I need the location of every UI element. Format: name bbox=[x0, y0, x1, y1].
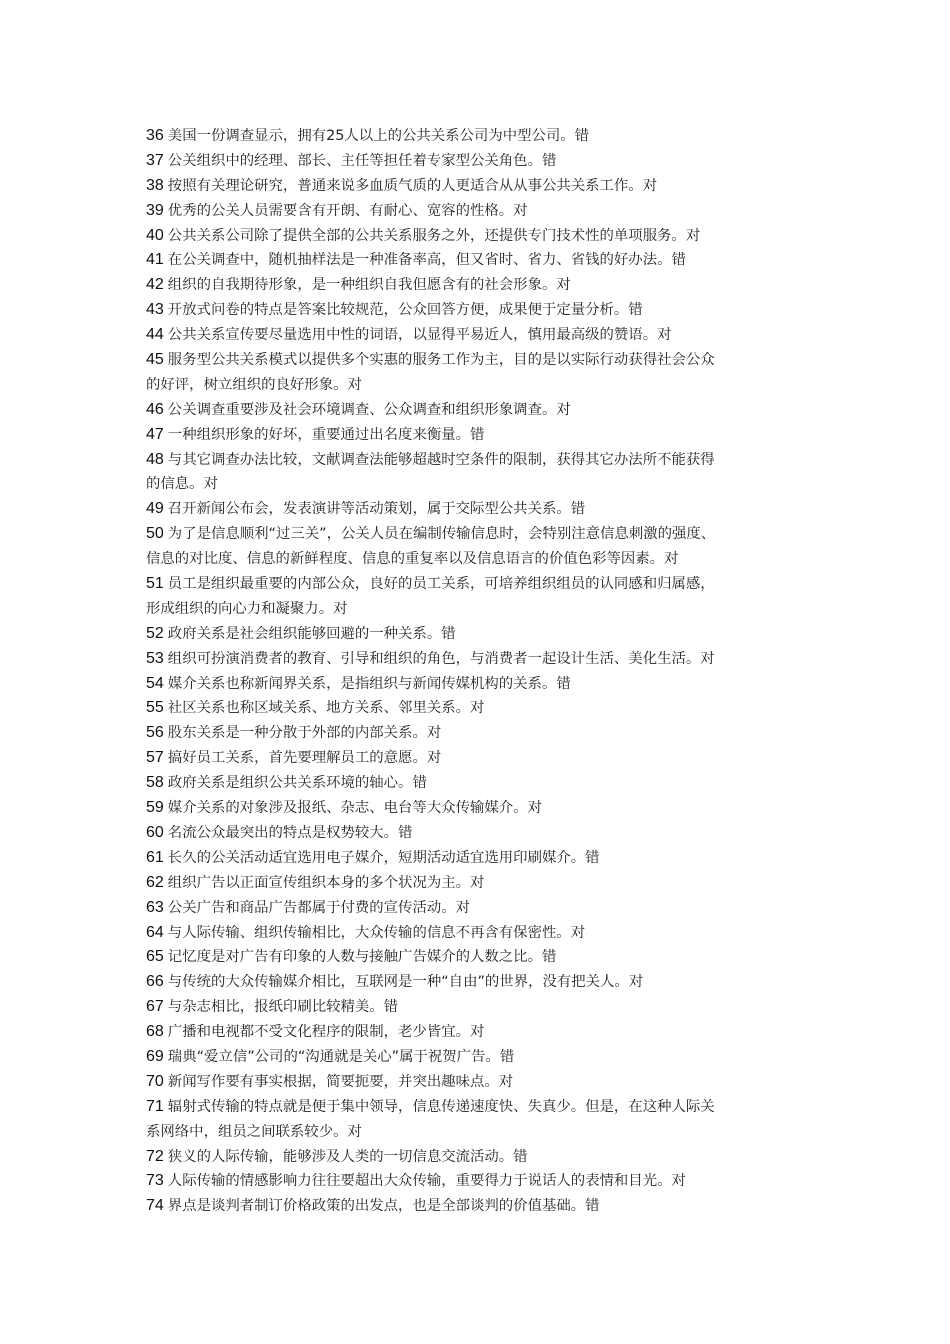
question-line bbox=[146, 622, 826, 647]
question-number: 69 bbox=[146, 1047, 164, 1065]
question-line-continuation bbox=[146, 472, 826, 497]
question-line bbox=[146, 1045, 826, 1070]
question-line bbox=[146, 298, 826, 323]
question-text: 与其它调查办法比较，文献调查法能够超越时空条件的限制，获得其它办法所不能获得 bbox=[167, 451, 715, 468]
question-text: 政府关系是组织公共关系环境的轴心。错 bbox=[167, 775, 427, 792]
question-line-continuation bbox=[146, 373, 826, 398]
question-text: 公共关系公司除了提供全部的公共关系服务之外，还提供专门技术性的单项服务。对 bbox=[167, 227, 701, 244]
question-text: 广播和电视都不受文化程序的限制，老少皆宜。对 bbox=[167, 1024, 485, 1041]
question-number: 59 bbox=[146, 799, 164, 817]
question-number: 51 bbox=[146, 575, 164, 593]
question-text: 与人际传输、组织传输相比，大众传输的信息不再含有保密性。对 bbox=[167, 924, 586, 941]
question-text: 形成组织的向心力和凝聚力。对 bbox=[146, 600, 348, 617]
question-number: 40 bbox=[146, 226, 164, 244]
question-number: 57 bbox=[146, 749, 164, 767]
question-line bbox=[146, 647, 826, 672]
question-number: 71 bbox=[146, 1097, 164, 1115]
question-number: 48 bbox=[146, 450, 164, 468]
question-line bbox=[146, 1095, 826, 1120]
question-number: 44 bbox=[146, 326, 164, 344]
question-line bbox=[146, 199, 826, 224]
question-number: 56 bbox=[146, 724, 164, 742]
question-number: 46 bbox=[146, 400, 164, 418]
question-text: 媒介关系的对象涉及报纸、杂志、电台等大众传输媒介。对 bbox=[167, 800, 542, 817]
question-text: 新闻写作要有事实根据，简要扼要，并突出趣味点。对 bbox=[167, 1073, 514, 1090]
question-line bbox=[146, 448, 826, 473]
question-text: 组织的自我期待形象，是一种组织自我但愿含有的社会形象。对 bbox=[167, 277, 571, 294]
question-line bbox=[146, 821, 826, 846]
question-number: 63 bbox=[146, 898, 164, 916]
question-number: 37 bbox=[146, 151, 164, 169]
question-number: 52 bbox=[146, 624, 164, 642]
question-text: 组织广告以正面宣传组织本身的多个状况为主。对 bbox=[167, 874, 485, 891]
question-line bbox=[146, 398, 826, 423]
question-line bbox=[146, 970, 826, 995]
question-line bbox=[146, 174, 826, 199]
question-line bbox=[146, 1145, 826, 1170]
question-number: 53 bbox=[146, 649, 164, 667]
question-text: 员工是组织最重要的内部公众，良好的员工关系，可培养组织组员的认同感和归属感， bbox=[167, 576, 715, 593]
question-line bbox=[146, 771, 826, 796]
question-line bbox=[146, 248, 826, 273]
question-text: 公关组织中的经理、部长、主任等担任着专家型公关角色。错 bbox=[167, 152, 557, 169]
question-number: 68 bbox=[146, 1023, 164, 1041]
question-line bbox=[146, 522, 826, 547]
question-number: 50 bbox=[146, 525, 164, 543]
question-text: 组织可扮演消费者的教育、引导和组织的角色，与消费者一起设计生活、美化生活。对 bbox=[167, 650, 715, 667]
document-body bbox=[146, 124, 826, 1219]
question-line bbox=[146, 1194, 826, 1219]
question-number: 72 bbox=[146, 1147, 164, 1165]
question-line bbox=[146, 721, 826, 746]
question-text: 按照有关理论研究，普通来说多血质气质的人更适合从从事公共关系工作。对 bbox=[167, 177, 658, 194]
question-line-continuation bbox=[146, 547, 826, 572]
question-number: 62 bbox=[146, 873, 164, 891]
question-line bbox=[146, 149, 826, 174]
question-number: 73 bbox=[146, 1172, 164, 1190]
question-number: 36 bbox=[146, 127, 164, 144]
question-text: 开放式问卷的特点是答案比较规范，公众回答方便，成果便于定量分析。错 bbox=[167, 302, 643, 319]
question-text: 界点是谈判者制订价格政策的出发点，也是全部谈判的价值基础。错 bbox=[167, 1198, 600, 1215]
question-text: 公关广告和商品广告都属于付费的宣传活动。对 bbox=[167, 899, 471, 916]
question-number: 74 bbox=[146, 1197, 164, 1215]
question-text: 瑞典“爱立信”公司的“沟通就是关心”属于祝贺广告。错 bbox=[167, 1048, 515, 1065]
question-number: 45 bbox=[146, 351, 164, 369]
question-line-continuation bbox=[146, 1120, 826, 1145]
question-text: 在公关调查中，随机抽样法是一种准备率高，但又省时、省力、省钱的好办法。错 bbox=[167, 252, 686, 269]
question-text: 公共关系宣传要尽量选用中性的词语，以显得平易近人，慎用最高级的赞语。对 bbox=[167, 327, 672, 344]
question-line bbox=[146, 423, 826, 448]
question-number: 66 bbox=[146, 973, 164, 991]
question-line bbox=[146, 871, 826, 896]
question-number: 61 bbox=[146, 848, 164, 866]
question-text: 记忆度是对广告有印象的人数与接触广告媒介的人数之比。错 bbox=[167, 949, 557, 966]
question-line bbox=[146, 696, 826, 721]
question-text: 政府关系是社会组织能够回避的一种关系。错 bbox=[167, 625, 456, 642]
question-number: 60 bbox=[146, 823, 164, 841]
question-number: 64 bbox=[146, 923, 164, 941]
question-text: 与杂志相比，报纸印刷比较精美。错 bbox=[167, 999, 399, 1016]
question-text: 与传统的大众传输媒介相比，互联网是一种“自由”的世界，没有把关人。对 bbox=[167, 974, 644, 991]
question-number: 58 bbox=[146, 774, 164, 792]
question-text: 为了是信息顺利“过三关”，公关人员在编制传输信息时，会特别注意信息刺激的强度、 bbox=[167, 526, 716, 543]
question-number: 49 bbox=[146, 500, 164, 518]
question-number: 70 bbox=[146, 1072, 164, 1090]
question-line bbox=[146, 796, 826, 821]
question-line bbox=[146, 672, 826, 697]
question-text: 媒介关系也称新闻界关系，是指组织与新闻传媒机构的关系。错 bbox=[167, 675, 571, 692]
question-line bbox=[146, 323, 826, 348]
question-line bbox=[146, 572, 826, 597]
question-text: 社区关系也称区域关系、地方关系、邻里关系。对 bbox=[167, 700, 485, 717]
question-text: 一种组织形象的好坏，重要通过出名度来衡量。错 bbox=[167, 426, 485, 443]
question-line bbox=[146, 896, 826, 921]
question-text: 人际传输的情感影响力往往要超出大众传输，重要得力于说话人的表情和目光。对 bbox=[167, 1173, 686, 1190]
question-number: 55 bbox=[146, 699, 164, 717]
question-text: 系网络中，组员之间联系较少。对 bbox=[146, 1123, 362, 1140]
question-line bbox=[146, 1070, 826, 1095]
question-text: 的信息。对 bbox=[146, 476, 218, 493]
question-number: 54 bbox=[146, 674, 164, 692]
question-text: 公关调查重要涉及社会环境调查、公众调查和组织形象调查。对 bbox=[167, 401, 571, 418]
question-line bbox=[146, 273, 826, 298]
question-text: 长久的公关活动适宜选用电子媒介，短期活动适宜选用印刷媒介。错 bbox=[167, 849, 600, 866]
question-line-continuation bbox=[146, 597, 826, 622]
question-line bbox=[146, 945, 826, 970]
question-line bbox=[146, 348, 826, 373]
question-number: 43 bbox=[146, 301, 164, 319]
question-line bbox=[146, 497, 826, 522]
question-text: 狭义的人际传输，能够涉及人类的一切信息交流活动。错 bbox=[167, 1148, 528, 1165]
question-line bbox=[146, 224, 826, 249]
question-line bbox=[146, 124, 826, 149]
question-text: 辐射式传输的特点就是便于集中领导，信息传递速度快、失真少。但是，在这种人际关 bbox=[167, 1098, 715, 1115]
question-text: 的好评，树立组织的良好形象。对 bbox=[146, 376, 362, 393]
question-number: 65 bbox=[146, 948, 164, 966]
question-line bbox=[146, 995, 826, 1020]
question-number: 42 bbox=[146, 276, 164, 294]
question-line bbox=[146, 746, 826, 771]
question-line bbox=[146, 1169, 826, 1194]
question-text: 名流公众最突出的特点是权势较大。错 bbox=[167, 824, 413, 841]
question-text: 召开新闻公布会，发表演讲等活动策划，属于交际型公共关系。错 bbox=[167, 501, 586, 518]
question-line bbox=[146, 921, 826, 946]
question-number: 47 bbox=[146, 425, 164, 443]
question-text: 服务型公共关系模式以提供多个实惠的服务工作为主，目的是以实际行动获得社会公众 bbox=[167, 352, 715, 369]
question-number: 38 bbox=[146, 176, 164, 194]
question-number: 41 bbox=[146, 251, 164, 269]
question-text: 优秀的公关人员需要含有开朗、有耐心、宽容的性格。对 bbox=[167, 202, 528, 219]
question-text: 信息的对比度、信息的新鲜程度、信息的重复率以及信息语言的价值色彩等因素。对 bbox=[146, 551, 679, 568]
question-line bbox=[146, 1020, 826, 1045]
question-line bbox=[146, 846, 826, 871]
question-number: 39 bbox=[146, 201, 164, 219]
question-text: 美国一份调查显示，拥有25人以上的公共关系公司为中型公司。错 bbox=[167, 128, 590, 144]
question-text: 股东关系是一种分散于外部的内部关系。对 bbox=[167, 725, 442, 742]
question-number: 67 bbox=[146, 998, 164, 1016]
question-text: 搞好员工关系，首先要理解员工的意愿。对 bbox=[167, 750, 442, 767]
